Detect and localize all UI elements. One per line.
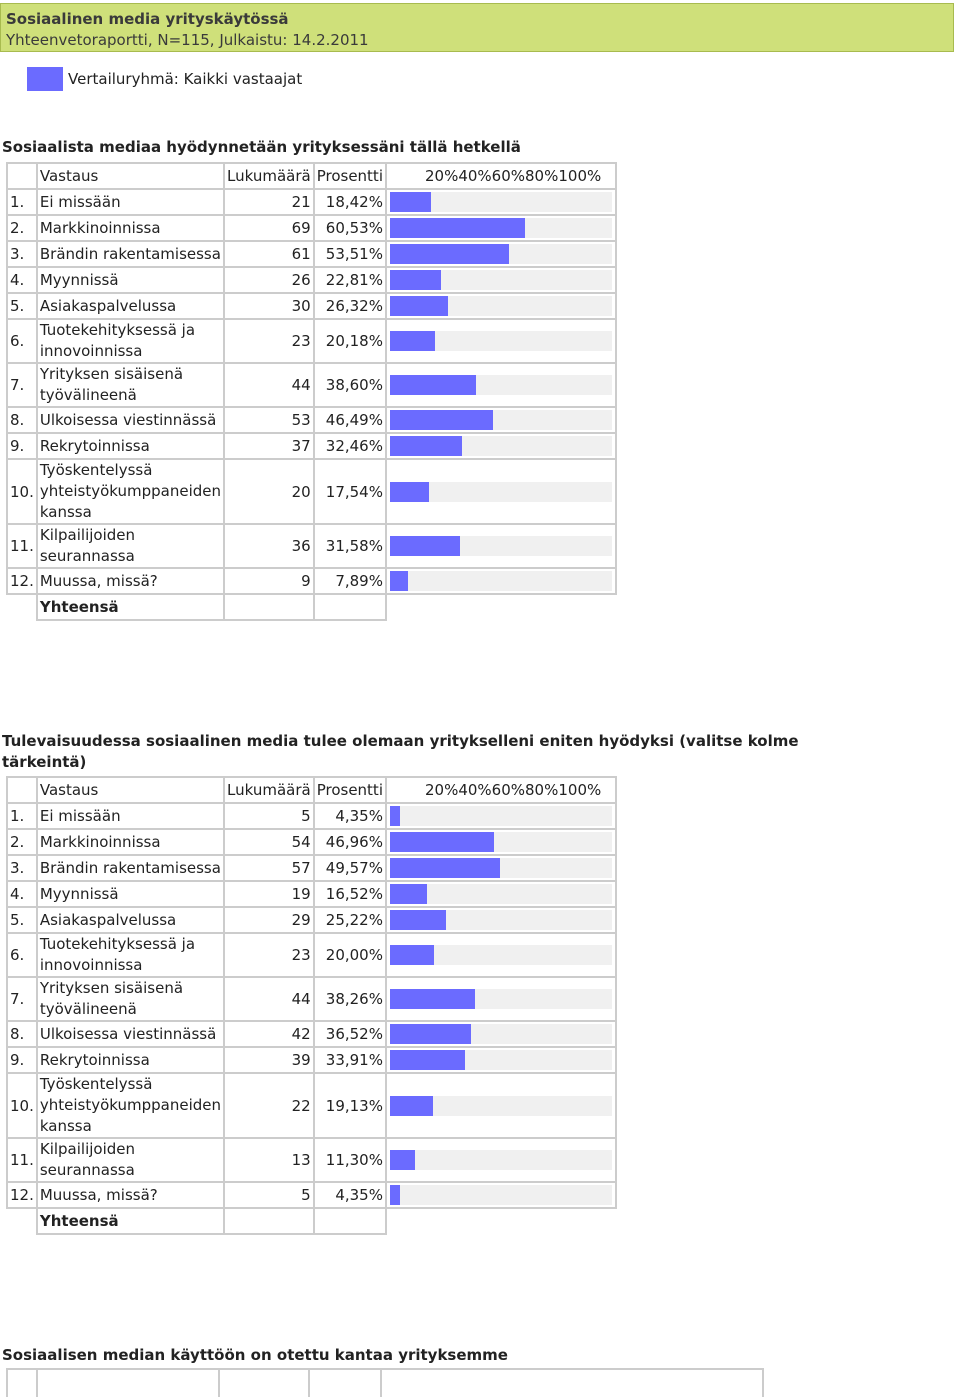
row-number: 7. [7,363,37,407]
bar [390,192,431,212]
results-table [6,162,617,621]
row-number: 1. [7,189,37,215]
total-percent [314,1208,386,1234]
bar-cell [386,459,616,524]
bar [390,1150,415,1170]
row-number: 4. [7,267,37,293]
row-percent: 38,60% [314,363,386,407]
bar-track [390,945,612,965]
bar-track [390,218,612,238]
scale-header [386,163,616,189]
bar [390,536,460,556]
total-spacer [7,594,37,620]
bar-cell [386,855,616,881]
table-row [7,1182,616,1208]
scale-tick-label: 80% [525,167,559,185]
bar [390,331,435,351]
table-row [7,568,616,594]
bar-track [390,192,612,212]
row-answer-label: Kilpailijoiden seurannassa [37,524,224,568]
section-title: Tulevaisuudessa sosiaalinen media tulee olemaan yritykselleni eniten hyödyksi (valitse kolme tärkeintä) [2,732,799,771]
row-answer-label: Tuotekehityksessä ja innovoinnissa [37,933,224,977]
row-percent: 7,89% [314,568,386,594]
total-count [224,1208,314,1234]
table-row [7,977,616,1021]
row-answer-label: Asiakaspalvelussa [37,907,224,933]
column-header-percent: Prosentti [314,163,386,189]
bar [390,1050,465,1070]
section-title: Sosiaalisen median käyttöön on otettu kantaa yrityksemme [2,1346,508,1364]
row-count: 23 [224,933,314,977]
row-answer-label: Yrityksen sisäisenä työvälineenä [37,363,224,407]
bar-cell [386,1021,616,1047]
bar [390,436,462,456]
row-number: 11. [7,1138,37,1182]
row-percent: 25,22% [314,907,386,933]
bar-track [390,410,612,430]
row-number: 4. [7,881,37,907]
table-row [7,829,616,855]
row-number: 5. [7,907,37,933]
row-number: 1. [7,803,37,829]
bar [390,1185,400,1205]
row-answer-label: Brändin rakentamisessa [37,241,224,267]
row-answer-label: Tuotekehityksessä ja innovoinnissa [37,319,224,363]
row-number: 6. [7,319,37,363]
bar [390,1024,471,1044]
bar-cell [386,215,616,241]
scale-tick-label: 20% [424,167,459,185]
bar-cell [386,881,616,907]
row-number: 12. [7,568,37,594]
table-row [7,433,616,459]
row-percent: 46,49% [314,407,386,433]
bar [390,884,427,904]
scale-tick-label: 60% [491,167,526,185]
table-header-row [7,163,616,189]
row-answer-label: Rekrytoinnissa [37,1047,224,1073]
column-header-answer: Vastaus [37,163,224,189]
row-percent: 19,13% [314,1073,386,1138]
row-number: 2. [7,215,37,241]
bar-track [390,375,612,395]
row-answer-label: Myynnissä [37,881,224,907]
table-row [7,293,616,319]
report-title: Sosiaalinen media yrityskäytössä [6,10,289,28]
table-row [7,215,616,241]
row-count: 57 [224,855,314,881]
row-percent: 22,81% [314,267,386,293]
row-answer-label: Myynnissä [37,267,224,293]
bar [390,806,400,826]
row-count: 54 [224,829,314,855]
legend-label: Vertailuryhmä: Kaikki vastaajat [68,70,303,88]
row-percent: 4,35% [314,803,386,829]
scale-tick-label: 40% [458,781,492,799]
bar-track [390,436,612,456]
row-answer-label: Ulkoisessa viestinnässä [37,1021,224,1047]
row-percent: 49,57% [314,855,386,881]
row-number: 3. [7,241,37,267]
row-number: 10. [7,459,37,524]
table-row [7,881,616,907]
bar-track [390,482,612,502]
total-percent [314,594,386,620]
results-table [6,776,617,1235]
table-row [7,855,616,881]
bar-cell [386,293,616,319]
row-answer-label: Rekrytoinnissa [37,433,224,459]
bar [390,244,509,264]
bar [390,832,494,852]
row-answer-label: Ei missään [37,189,224,215]
row-number: 3. [7,855,37,881]
bar-cell [386,267,616,293]
bar-track [390,331,612,351]
bar-cell [386,568,616,594]
row-count: 69 [224,215,314,241]
row-number: 11. [7,524,37,568]
row-percent: 60,53% [314,215,386,241]
bar-track [390,1096,612,1116]
row-percent: 11,30% [314,1138,386,1182]
row-answer-label: Asiakaspalvelussa [37,293,224,319]
total-row [7,1208,616,1234]
row-number: 9. [7,1047,37,1073]
table-row [7,1021,616,1047]
table-row [7,933,616,977]
row-count: 13 [224,1138,314,1182]
report-header [0,3,954,52]
row-count: 22 [224,1073,314,1138]
row-answer-label: Yrityksen sisäisenä työvälineenä [37,977,224,1021]
row-count: 53 [224,407,314,433]
scale-tick-label: 20% [424,781,459,799]
row-count: 36 [224,524,314,568]
table-row [7,241,616,267]
bar [390,375,476,395]
row-answer-label: Brändin rakentamisessa [37,855,224,881]
bar [390,270,441,290]
column-header-count: Lukumäärä [224,163,314,189]
bar-cell [386,407,616,433]
total-spacer [7,1208,37,1234]
bar-cell [386,977,616,1021]
row-number: 7. [7,977,37,1021]
bar [390,571,408,591]
row-count: 5 [224,803,314,829]
row-percent: 53,51% [314,241,386,267]
row-count: 9 [224,568,314,594]
bar-track [390,1150,612,1170]
bar-track [390,296,612,316]
row-percent: 46,96% [314,829,386,855]
table-row [7,407,616,433]
bar-cell [386,363,616,407]
table-row [7,907,616,933]
row-answer-label: Muussa, missä? [37,1182,224,1208]
scale-header [386,777,616,803]
row-answer-label: Ulkoisessa viestinnässä [37,407,224,433]
table-row [7,524,616,568]
row-percent: 33,91% [314,1047,386,1073]
row-number: 6. [7,933,37,977]
row-count: 39 [224,1047,314,1073]
row-percent: 16,52% [314,881,386,907]
bar-cell [386,1182,616,1208]
bar-track [390,270,612,290]
bar-cell [386,241,616,267]
total-row [7,594,616,620]
bar-track [390,832,612,852]
bar-track [390,910,612,930]
section-title: Sosiaalista mediaa hyödynnetään yrityksessäni tällä hetkellä [2,138,521,156]
row-percent: 20,00% [314,933,386,977]
row-percent: 38,26% [314,977,386,1021]
bar [390,1096,433,1116]
header-num [7,163,37,189]
scale-tick-label: 80% [525,781,559,799]
row-count: 20 [224,459,314,524]
table-row [7,363,616,407]
table-row [7,189,616,215]
row-number: 9. [7,433,37,459]
row-number: 5. [7,293,37,319]
row-answer-label: Ei missään [37,803,224,829]
empty-table-header [6,1368,764,1397]
row-answer-label: Työskentelyssä yhteistyökumppaneiden kanssa [37,459,224,524]
bar-track [390,884,612,904]
row-count: 21 [224,189,314,215]
table-row [7,1073,616,1138]
bar-cell [386,1073,616,1138]
row-count: 23 [224,319,314,363]
table-header-row [7,777,616,803]
total-label: Yhteensä [37,1208,224,1234]
bar-track [390,571,612,591]
column-header-percent: Prosentti [314,777,386,803]
total-count [224,594,314,620]
row-count: 19 [224,881,314,907]
bar [390,410,493,430]
row-count: 42 [224,1021,314,1047]
row-percent: 36,52% [314,1021,386,1047]
row-count: 29 [224,907,314,933]
bar-track [390,1050,612,1070]
table-row [7,1047,616,1073]
bar-track [390,989,612,1009]
bar [390,945,434,965]
bar [390,482,429,502]
bar-cell [386,433,616,459]
bar [390,989,475,1009]
row-number: 2. [7,829,37,855]
bar [390,218,525,238]
bar-cell [386,933,616,977]
row-percent: 4,35% [314,1182,386,1208]
row-count: 37 [224,433,314,459]
bar-cell [386,907,616,933]
row-number: 10. [7,1073,37,1138]
table-row [7,459,616,524]
bar [390,858,500,878]
row-answer-label: Työskentelyssä yhteistyökumppaneiden kanssa [37,1073,224,1138]
table-row [7,319,616,363]
table-row [7,803,616,829]
row-answer-label: Markkinoinnissa [37,829,224,855]
bar-cell [386,319,616,363]
row-answer-label: Markkinoinnissa [37,215,224,241]
row-count: 26 [224,267,314,293]
row-number: 8. [7,1021,37,1047]
total-spacer [386,1208,616,1234]
row-count: 61 [224,241,314,267]
bar-track [390,244,612,264]
row-count: 30 [224,293,314,319]
row-number: 8. [7,407,37,433]
row-count: 44 [224,363,314,407]
row-answer-label: Kilpailijoiden seurannassa [37,1138,224,1182]
scale-tick-label: 60% [491,781,526,799]
bar-cell [386,1138,616,1182]
bar [390,296,449,316]
table-row [7,1138,616,1182]
table-row [7,267,616,293]
scale-tick-label: 100% [558,781,602,799]
column-header-count: Lukumäärä [224,777,314,803]
legend-swatch [27,67,63,91]
column-header-answer: Vastaus [37,777,224,803]
report-subtitle: Yhteenvetoraportti, N=115, Julkaistu: 14.2.2011 [6,31,369,49]
scale-tick-label: 100% [558,167,602,185]
bar-track [390,858,612,878]
bar-track [390,1185,612,1205]
bar [390,910,446,930]
bar-cell [386,189,616,215]
bar-cell [386,1047,616,1073]
total-spacer [386,594,616,620]
row-count: 5 [224,1182,314,1208]
bar-cell [386,803,616,829]
bar-track [390,806,612,826]
header-num [7,777,37,803]
bar-track [390,1024,612,1044]
row-percent: 18,42% [314,189,386,215]
row-percent: 31,58% [314,524,386,568]
bar-track [390,536,612,556]
row-percent: 20,18% [314,319,386,363]
bar-cell [386,829,616,855]
row-count: 44 [224,977,314,1021]
scale-tick-label: 40% [458,167,492,185]
row-percent: 17,54% [314,459,386,524]
row-number: 12. [7,1182,37,1208]
total-label: Yhteensä [37,594,224,620]
row-answer-label: Muussa, missä? [37,568,224,594]
bar-cell [386,524,616,568]
row-percent: 32,46% [314,433,386,459]
row-percent: 26,32% [314,293,386,319]
